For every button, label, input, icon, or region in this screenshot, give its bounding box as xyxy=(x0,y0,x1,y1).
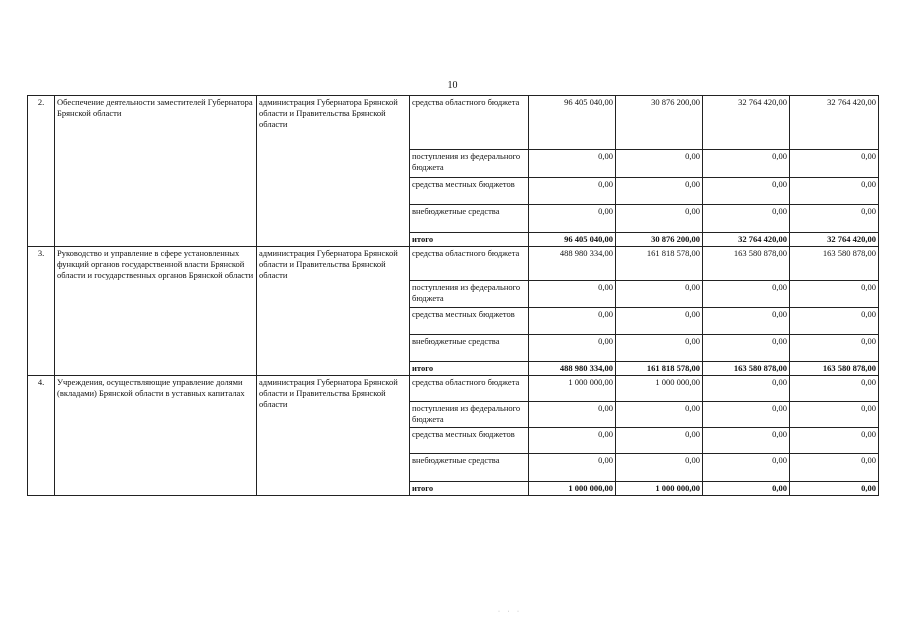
amount-year-3: 163 580 878,00 xyxy=(790,247,879,281)
amount-year-3: 0,00 xyxy=(790,482,879,496)
table-row xyxy=(28,247,879,281)
amount-year-3: 163 580 878,00 xyxy=(790,362,879,376)
amount-year-2: 0,00 xyxy=(703,482,790,496)
amount-year-2: 0,00 xyxy=(703,281,790,308)
activity-name: Руководство и управление в сфере установленных функций органов государственной власти Брянской области и государственных органов Брянской области xyxy=(55,247,257,376)
funding-source: средства местных бюджетов xyxy=(410,428,529,454)
funding-source: средства областного бюджета xyxy=(410,96,529,150)
amount-year-2: 32 764 420,00 xyxy=(703,233,790,247)
amount-year-1: 1 000 000,00 xyxy=(616,482,703,496)
row-index: 4. xyxy=(28,376,55,496)
executor-name: администрация Губернатора Брянской области и Правительства Брянской области xyxy=(257,376,410,496)
amount-year-1: 0,00 xyxy=(616,454,703,482)
amount-total: 0,00 xyxy=(529,178,616,205)
amount-year-1: 0,00 xyxy=(616,178,703,205)
amount-year-1: 30 876 200,00 xyxy=(616,233,703,247)
amount-year-2: 32 764 420,00 xyxy=(703,96,790,150)
funding-source: средства областного бюджета xyxy=(410,247,529,281)
amount-year-1: 1 000 000,00 xyxy=(616,376,703,402)
row-index: 3. xyxy=(28,247,55,376)
amount-total: 0,00 xyxy=(529,281,616,308)
amount-year-2: 163 580 878,00 xyxy=(703,362,790,376)
amount-year-1: 0,00 xyxy=(616,335,703,362)
amount-year-2: 0,00 xyxy=(703,205,790,233)
amount-year-2: 0,00 xyxy=(703,150,790,178)
amount-year-2: 0,00 xyxy=(703,308,790,335)
amount-total: 0,00 xyxy=(529,335,616,362)
activity-name: Обеспечение деятельности заместителей Губернатора Брянской области xyxy=(55,96,257,247)
amount-year-3: 0,00 xyxy=(790,402,879,428)
amount-year-3: 0,00 xyxy=(790,205,879,233)
amount-year-2: 0,00 xyxy=(703,402,790,428)
amount-total: 0,00 xyxy=(529,454,616,482)
table-row xyxy=(28,376,879,402)
amount-total: 96 405 040,00 xyxy=(529,233,616,247)
amount-year-2: 0,00 xyxy=(703,454,790,482)
amount-year-3: 0,00 xyxy=(790,335,879,362)
amount-year-3: 0,00 xyxy=(790,178,879,205)
budget-table xyxy=(27,95,879,496)
executor-name: администрация Губернатора Брянской области и Правительства Брянской области xyxy=(257,247,410,376)
amount-year-3: 32 764 420,00 xyxy=(790,233,879,247)
amount-total: 0,00 xyxy=(529,428,616,454)
funding-source: поступления из федерального бюджета xyxy=(410,281,529,308)
amount-year-1: 30 876 200,00 xyxy=(616,96,703,150)
amount-year-3: 32 764 420,00 xyxy=(790,96,879,150)
funding-source: итого xyxy=(410,233,529,247)
amount-year-1: 0,00 xyxy=(616,402,703,428)
amount-total: 1 000 000,00 xyxy=(529,482,616,496)
amount-total: 0,00 xyxy=(529,402,616,428)
amount-year-2: 0,00 xyxy=(703,428,790,454)
funding-source: внебюджетные средства xyxy=(410,205,529,233)
amount-year-3: 0,00 xyxy=(790,454,879,482)
amount-total: 1 000 000,00 xyxy=(529,376,616,402)
row-index: 2. xyxy=(28,96,55,247)
amount-year-1: 161 818 578,00 xyxy=(616,362,703,376)
amount-total: 96 405 040,00 xyxy=(529,96,616,150)
executor-name: администрация Губернатора Брянской области и Правительства Брянской области xyxy=(257,96,410,247)
funding-source: поступления из федерального бюджета xyxy=(410,402,529,428)
funding-source: средства местных бюджетов xyxy=(410,178,529,205)
amount-year-2: 163 580 878,00 xyxy=(703,247,790,281)
funding-source: внебюджетные средства xyxy=(410,454,529,482)
funding-source: итого xyxy=(410,362,529,376)
funding-source: поступления из федерального бюджета xyxy=(410,150,529,178)
page-number: 10 xyxy=(447,80,458,91)
amount-year-1: 0,00 xyxy=(616,428,703,454)
funding-source: средства областного бюджета xyxy=(410,376,529,402)
amount-total: 0,00 xyxy=(529,308,616,335)
amount-year-3: 0,00 xyxy=(790,376,879,402)
amount-total: 488 980 334,00 xyxy=(529,247,616,281)
amount-total: 0,00 xyxy=(529,150,616,178)
amount-year-2: 0,00 xyxy=(703,178,790,205)
amount-total: 488 980 334,00 xyxy=(529,362,616,376)
activity-name: Учреждения, осуществляющие управление долями (вкладами) Брянской области в уставных капиталах xyxy=(55,376,257,496)
amount-year-1: 0,00 xyxy=(616,308,703,335)
amount-year-1: 0,00 xyxy=(616,205,703,233)
amount-year-3: 0,00 xyxy=(790,308,879,335)
amount-year-1: 0,00 xyxy=(616,281,703,308)
amount-year-2: 0,00 xyxy=(703,335,790,362)
amount-year-3: 0,00 xyxy=(790,428,879,454)
amount-year-3: 0,00 xyxy=(790,150,879,178)
funding-source: итого xyxy=(410,482,529,496)
table-row xyxy=(28,96,879,150)
amount-year-1: 0,00 xyxy=(616,150,703,178)
amount-year-2: 0,00 xyxy=(703,376,790,402)
amount-year-1: 161 818 578,00 xyxy=(616,247,703,281)
funding-source: средства местных бюджетов xyxy=(410,308,529,335)
amount-year-3: 0,00 xyxy=(790,281,879,308)
scan-artifact: · · · xyxy=(498,609,522,615)
amount-total: 0,00 xyxy=(529,205,616,233)
funding-source: внебюджетные средства xyxy=(410,335,529,362)
